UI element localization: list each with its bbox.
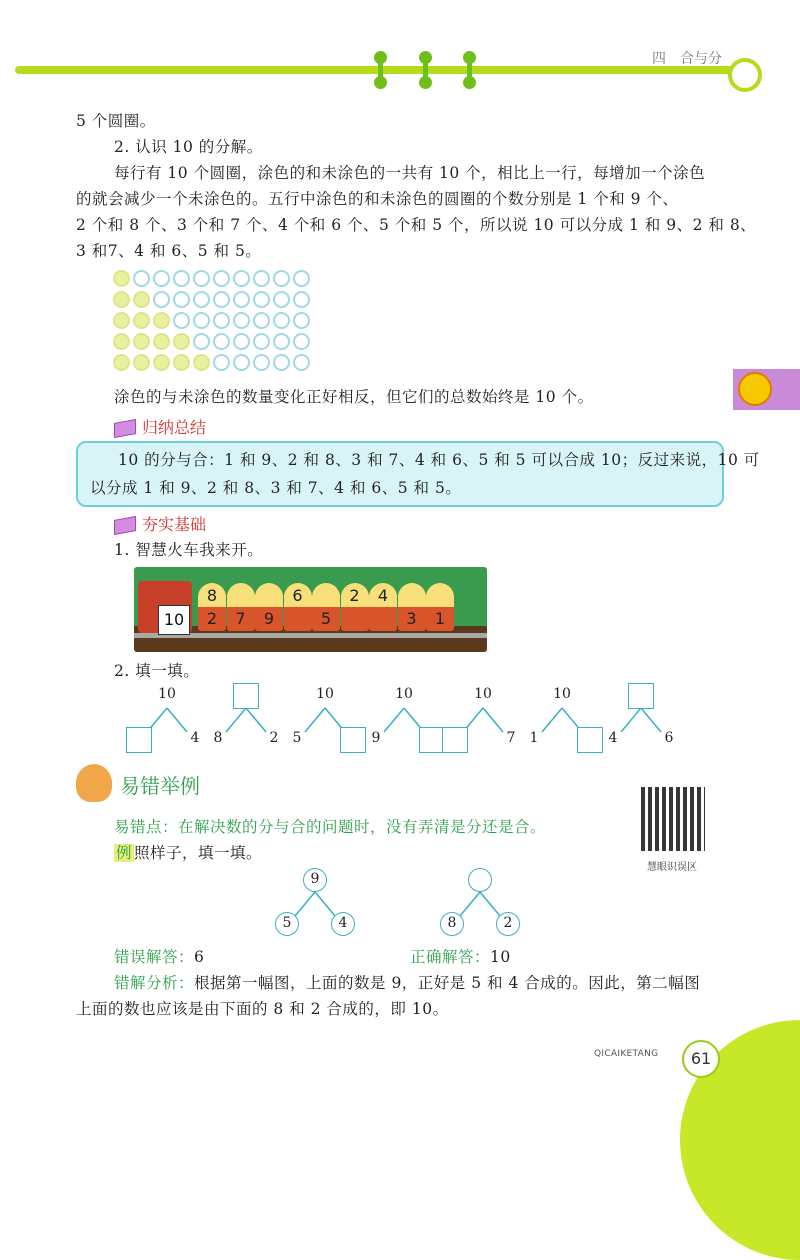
tree-right: 6 (664, 730, 674, 746)
tree-right: 4 (331, 912, 355, 936)
filled-circle (133, 291, 150, 308)
train-car (398, 583, 426, 631)
empty-circle (233, 333, 250, 350)
empty-circle (233, 270, 250, 287)
split-line (246, 708, 266, 732)
filled-circle (113, 354, 130, 371)
paragraph-line: 每行有 10 个圆圈，涂色的和未涂色的一共有 10 个，相比上一行，每增加一个涂色 (114, 164, 706, 182)
filled-circle (113, 291, 130, 308)
binder-ring (467, 55, 472, 85)
split-line (483, 708, 503, 732)
empty-circle (193, 333, 210, 350)
brand-text: QICAIKETANG (594, 1049, 659, 1059)
tree-right: 4 (190, 730, 200, 746)
example-label: 例 (116, 844, 133, 862)
empty-circle (213, 333, 230, 350)
train-image (134, 567, 487, 652)
tree-top: 10 (474, 686, 492, 702)
summary-heading (114, 415, 206, 438)
car-top-number: 2 (341, 583, 369, 607)
car-top-number: 6 (284, 583, 312, 607)
question-2: 2. 填一填。 (114, 662, 200, 680)
tree-top: 10 (158, 686, 176, 702)
tree-top: 10 (395, 686, 413, 702)
wrong-answer (114, 944, 204, 970)
car-bottom-number (341, 607, 369, 631)
car-top-number (398, 583, 426, 607)
train-car (426, 583, 454, 631)
paragraph-line: 2 个和 8 个、3 个和 7 个、4 个和 6 个、5 个和 5 个，所以说 10 可以分成 1 和 9、2 和 8、 (76, 216, 757, 234)
split-line (167, 708, 187, 732)
filled-circle (113, 312, 130, 329)
paragraph-line: 3 和7、4 和 6、5 和 5。 (76, 242, 262, 260)
car-top-number (312, 583, 340, 607)
engine-number: 10 (158, 605, 190, 635)
empty-circle (273, 270, 290, 287)
split-line (641, 708, 661, 732)
analysis-text: 根据第一幅图，上面的数是 9，正好是 5 和 4 合成的。因此，第二幅图 (194, 974, 701, 992)
car-bottom-number: 1 (426, 607, 454, 631)
empty-circle (173, 270, 190, 287)
car-top-number (426, 583, 454, 607)
car-bottom-number (284, 607, 312, 631)
split-line (621, 708, 641, 732)
tree-top-blank-box[interactable] (628, 683, 654, 709)
empty-circle (233, 354, 250, 371)
train-car (198, 583, 226, 631)
correct-answer (410, 944, 511, 970)
example-text: 照样子，填一填。 (134, 844, 263, 862)
mascot-icon (728, 58, 762, 92)
empty-circle (273, 354, 290, 371)
tree-right: 7 (506, 730, 516, 746)
split-line (295, 892, 315, 916)
filled-circle (153, 354, 170, 371)
wrong-value: 6 (194, 948, 205, 966)
empty-circle (193, 270, 210, 287)
train-car (341, 583, 369, 631)
header-bar (15, 66, 735, 74)
tree-left: 5 (275, 912, 299, 936)
filled-circle (173, 354, 190, 371)
empty-circle (253, 312, 270, 329)
split-line (226, 708, 246, 732)
empty-circle (233, 312, 250, 329)
car-bottom-number: 7 (227, 607, 255, 631)
empty-circle (173, 312, 190, 329)
analysis-line: 上面的数也应该是由下面的 8 和 2 合成的，即 10。 (76, 1000, 449, 1018)
filled-circle (153, 312, 170, 329)
binder-ring (423, 55, 428, 85)
empty-circle (213, 291, 230, 308)
mistake-point (114, 814, 546, 840)
tree-top: 9 (303, 868, 327, 892)
conclusion-text: 涂色的与未涂色的数量变化正好相反，但它们的总数始终是 10 个。 (114, 388, 594, 406)
tree-left: 8 (213, 730, 223, 746)
tree-top: 10 (316, 686, 334, 702)
chimney (146, 587, 162, 601)
filled-circle (133, 354, 150, 371)
tree-left-blank-box[interactable] (442, 727, 468, 753)
tree-right-blank-box[interactable] (577, 727, 603, 753)
filled-circle (133, 312, 150, 329)
tree-right: 2 (496, 912, 520, 936)
empty-circle (293, 291, 310, 308)
mistake-point-text: 在解决数的分与合的问题时，没有弄清是分还是合。 (178, 818, 547, 836)
train-car (255, 583, 283, 631)
chapter-title: 四 合与分 (652, 51, 722, 67)
tree-left: 4 (608, 730, 618, 746)
mistake-point-label: 易错点： (114, 818, 179, 836)
empty-circle (213, 270, 230, 287)
analysis-line (114, 970, 700, 996)
empty-circle (233, 291, 250, 308)
empty-circle (273, 291, 290, 308)
summary-heading-label: 归纳总结 (142, 418, 207, 437)
empty-circle (253, 291, 270, 308)
summary-line: 以分成 1 和 9、2 和 8、3 和 7、4 和 6、5 和 5。 (90, 479, 462, 497)
car-bottom-number: 2 (198, 607, 226, 631)
empty-circle (133, 270, 150, 287)
filled-circle (193, 354, 210, 371)
circle-row (113, 291, 313, 308)
section-title: 2. 认识 10 的分解。 (114, 138, 263, 156)
mistakes-heading-label: 易错举例 (120, 774, 200, 798)
empty-circle (273, 312, 290, 329)
analysis-label: 错解分析： (114, 974, 195, 992)
train-car (227, 583, 255, 631)
empty-circle (253, 270, 270, 287)
example-line (114, 840, 262, 866)
train-engine (138, 581, 192, 633)
empty-circle (293, 354, 310, 371)
basics-heading (114, 512, 206, 535)
wrong-label: 错误解答： (114, 948, 195, 966)
car-top-number (255, 583, 283, 607)
filled-circle (173, 333, 190, 350)
paragraph-line: 的就会减少一个未涂色的。五行中涂色的和未涂色的圆圈的个数分别是 1 个和 9 个、 (76, 190, 679, 208)
car-bottom-number: 3 (398, 607, 426, 631)
car-top-number (227, 583, 255, 607)
split-line (315, 892, 335, 916)
tree-right-blank-box[interactable] (340, 727, 366, 753)
correct-value: 10 (490, 948, 511, 966)
filled-circle (153, 333, 170, 350)
empty-circle (153, 270, 170, 287)
empty-circle (293, 312, 310, 329)
empty-circle (173, 291, 190, 308)
summary-line: 10 的分与合：1 和 9、2 和 8、3 和 7、4 和 6、5 和 5 可以合成 10；反过来说，10 可 (118, 451, 760, 469)
car-bottom-number: 5 (312, 607, 340, 631)
filled-circle (113, 270, 130, 287)
train-car (284, 583, 312, 631)
correct-label: 正确解答： (410, 948, 491, 966)
tree-right: 2 (269, 730, 279, 746)
empty-circle (293, 333, 310, 350)
character-icon (76, 764, 112, 802)
empty-circle (193, 291, 210, 308)
qr-code[interactable] (641, 787, 705, 851)
empty-circle (213, 312, 230, 329)
empty-circle (253, 333, 270, 350)
split-line (305, 708, 325, 732)
car-top-number: 4 (369, 583, 397, 607)
tag-icon (114, 516, 136, 535)
tree-left: 9 (371, 730, 381, 746)
empty-circle (193, 312, 210, 329)
filled-circle (113, 333, 130, 350)
tree-left-blank-box[interactable] (126, 727, 152, 753)
empty-circle (153, 291, 170, 308)
circle-row (113, 270, 313, 287)
split-line (480, 892, 500, 916)
circle-grid (113, 270, 313, 375)
train-car (369, 583, 397, 631)
tree-left: 1 (529, 730, 539, 746)
tree-top-blank-box[interactable] (233, 683, 259, 709)
text-line: 5 个圆圈。 (76, 112, 156, 130)
car-top-number: 8 (198, 583, 226, 607)
empty-circle (293, 270, 310, 287)
empty-circle (213, 354, 230, 371)
tree-left: 8 (440, 912, 464, 936)
tag-icon (114, 419, 136, 438)
qr-label: 慧眼识误区 (647, 862, 697, 873)
circle-row (113, 354, 313, 371)
empty-circle (273, 333, 290, 350)
frog-icon (738, 372, 772, 406)
basics-heading-label: 夯实基础 (142, 515, 207, 534)
tree-top: 10 (553, 686, 571, 702)
split-line (460, 892, 480, 916)
circle-row (113, 333, 313, 350)
train-car (312, 583, 340, 631)
car-bottom-number (369, 607, 397, 631)
filled-circle (133, 333, 150, 350)
split-line (542, 708, 562, 732)
split-line (384, 708, 404, 732)
car-bottom-number: 9 (255, 607, 283, 631)
binder-ring (378, 55, 383, 85)
circle-row (113, 312, 313, 329)
page-number: 61 (682, 1040, 720, 1078)
tree-top (468, 868, 492, 892)
empty-circle (253, 354, 270, 371)
tree-left: 5 (292, 730, 302, 746)
question-1: 1. 智慧火车我来开。 (114, 541, 264, 559)
